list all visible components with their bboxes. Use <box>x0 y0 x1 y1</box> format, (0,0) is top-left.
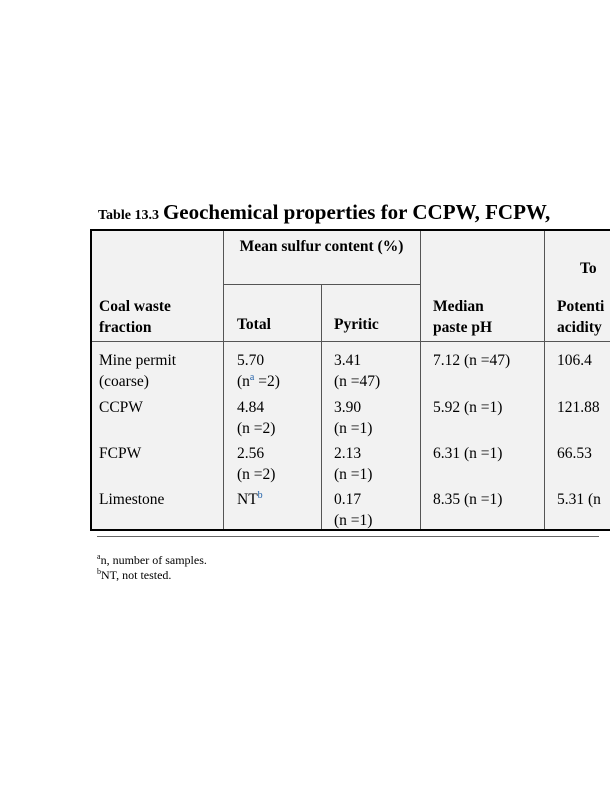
column-divider <box>420 231 421 529</box>
header-rule <box>92 341 610 342</box>
column-divider <box>223 231 224 529</box>
table-caption <box>98 200 550 225</box>
group-header-sulfur: Mean sulfur content (%) <box>239 238 404 255</box>
table-cell-pyritic: 2.13 (n =1) <box>334 445 373 483</box>
table-cell-total: 2.56 (n =2) <box>237 445 276 483</box>
group-header-rule <box>223 284 420 285</box>
table-cell-paste-ph: 7.12 (n =47) <box>433 352 511 369</box>
table-cell-paste-ph: 6.31 (n =1) <box>433 445 503 462</box>
table-row-mine-permit-fraction: Mine permit (coarse) <box>99 352 177 390</box>
footnote-marker-b[interactable]: b <box>257 489 263 501</box>
table-row-limestone-fraction: Limestone <box>99 491 165 508</box>
table-cell-total: 4.84 (n =2) <box>237 399 276 437</box>
table-cell-potential-acidity: 66.53 <box>557 445 592 462</box>
table-cell-potential-acidity: 106.4 <box>557 352 592 369</box>
table-row-ccpw-fraction: CCPW <box>99 399 143 416</box>
header-potential-acidity: Potenti acidity <box>557 298 605 336</box>
table-label: Table 13.3 <box>98 208 159 223</box>
group-header-partial: To <box>580 260 597 277</box>
header-total: Total <box>237 316 271 333</box>
footnote-b: $^b$NT, not tested. <box>97 567 172 582</box>
footnotes <box>97 553 207 583</box>
table-cell-pyritic: 3.41 (n =47) <box>334 352 381 390</box>
table-cell-paste-ph: 8.35 (n =1) <box>433 491 503 508</box>
header-coal-waste-fraction: Coal waste fraction <box>99 298 171 336</box>
table-cell-potential-acidity: 5.31 (n <box>557 491 601 508</box>
table-cell-total: 5.70 (n$^a$ =2) <box>237 352 280 390</box>
data-table <box>90 229 610 531</box>
table-cell-total: NT$^b$ <box>237 489 263 508</box>
column-divider <box>321 284 322 529</box>
table-cell-pyritic: 3.90 (n =1) <box>334 399 373 437</box>
header-pyritic: Pyritic <box>334 316 379 333</box>
table-cell-paste-ph: 5.92 (n =1) <box>433 399 503 416</box>
table-cell-pyritic: 0.17 (n =1) <box>334 491 373 529</box>
footnote-a: $^a$n, number of samples. <box>97 552 207 567</box>
table-bottom-rule <box>97 536 599 537</box>
table-cell-potential-acidity: 121.88 <box>557 399 600 416</box>
footnote-marker-a[interactable]: a <box>249 371 255 383</box>
header-median-paste-ph: Median paste pH <box>433 298 492 336</box>
table-row-fcpw-fraction: FCPW <box>99 445 142 462</box>
column-divider <box>544 231 545 529</box>
table-title: Geochemical properties for CCPW, FCPW, <box>162 200 551 224</box>
